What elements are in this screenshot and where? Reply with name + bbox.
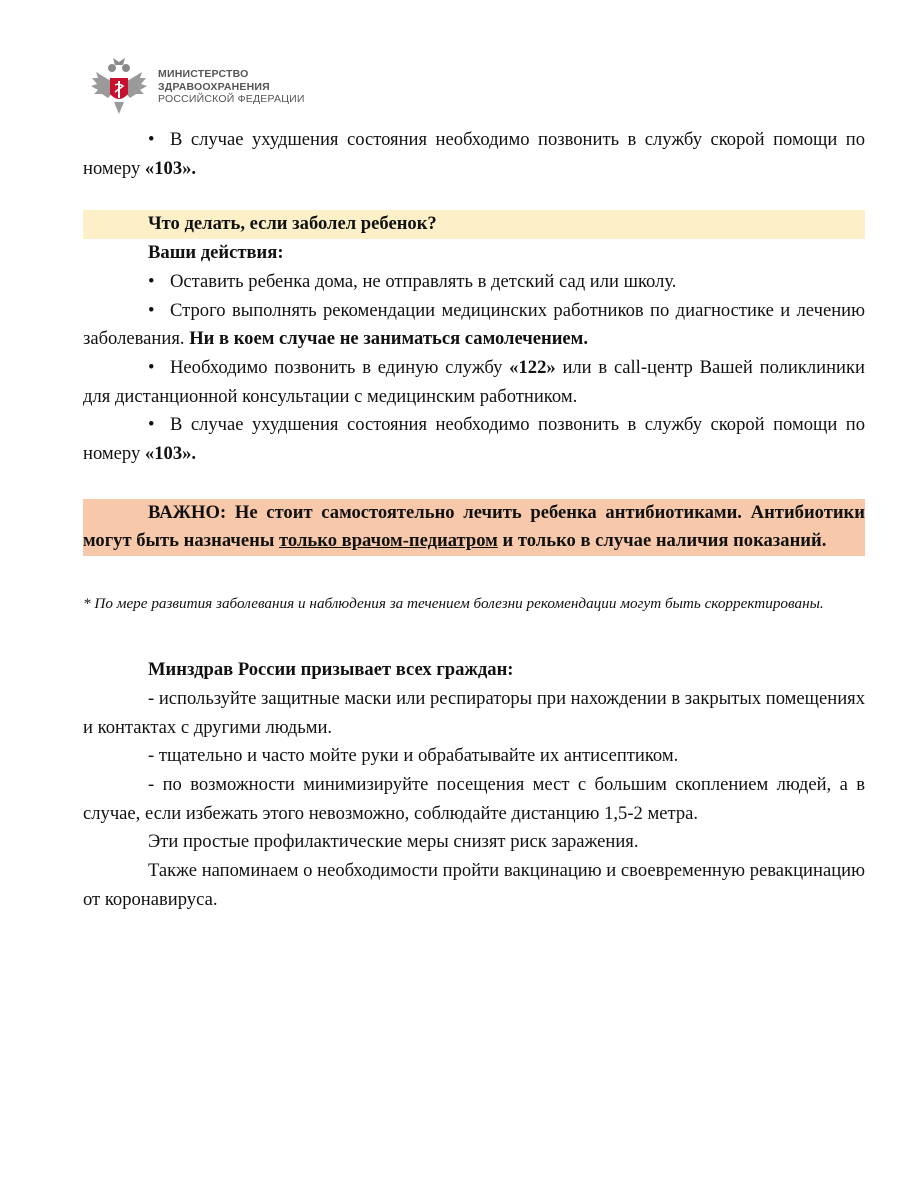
- actions-label: Ваши действия:: [148, 242, 284, 264]
- list-item: • Строго выполнять рекомендации медицинских работников по диагностике и лечению заболевания. Ни в коем случае не заниматься самолечением.: [83, 297, 865, 354]
- ministry-line-1: МИНИСТЕРСТВО: [158, 68, 249, 80]
- document-body: [83, 126, 865, 914]
- double-headed-eagle-emblem-icon: [88, 56, 150, 118]
- appeal-line: Также напоминаем о необходимости пройти вакцинацию и своевременную ревакцинацию от коронавируса.: [83, 860, 865, 910]
- ministry-name: [158, 68, 305, 106]
- appeal-line: - по возможности минимизируйте посещения мест с большим скоплением людей, а в случае, если избежать этого невозможно, соблюдайте дистанцию 1,5-2 метра.: [83, 773, 865, 824]
- ministry-line-2: ЗДРАВООХРАНЕНИЯ: [158, 80, 270, 93]
- list-item: • В случае ухудшения состояния необходимо позвонить в службу скорой помощи по номеру «103».: [83, 126, 865, 183]
- ministry-line-3: РОССИЙСКОЙ ФЕДЕРАЦИИ: [158, 93, 305, 106]
- list-item: • Оставить ребенка дома, не отправлять в детский сад или школу.: [83, 268, 865, 297]
- bullet-icon: •: [148, 299, 155, 321]
- bullet-icon: •: [148, 129, 155, 150]
- bullet-icon: •: [148, 356, 155, 378]
- appeal-line: - используйте защитные маски или респираторы при нахождении в закрытых помещениях и контактах с другими людьми.: [83, 687, 866, 738]
- section-heading: Что делать, если заболел ребенок?: [83, 210, 865, 239]
- appeal-line: Эти простые профилактические меры снизят риск заражения.: [148, 831, 639, 853]
- appeal-heading: Минздрав России призывает всех граждан:: [148, 659, 514, 681]
- underlined-text: только врачом-педиатром: [279, 530, 498, 552]
- warning-box: ВАЖНО: Не стоит самостоятельно лечить ребенка антибиотиками. Антибиотики могут быть назначены только врачом-педиатром и только в случае наличия показаний.: [83, 499, 865, 556]
- bullet-icon: •: [148, 414, 155, 436]
- footnote: * По мере развития заболевания и наблюдения за течением болезни рекомендации могут быть скорректированы.: [83, 595, 824, 613]
- list-item: • В случае ухудшения состояния необходимо позвонить в службу скорой помощи по номеру «103».: [83, 411, 865, 468]
- list-item: • Необходимо позвонить в единую службу «122» или в call-центр Вашей поликлиники для дистанционной консультации с медицинским работником.: [83, 354, 865, 411]
- appeal-line: - тщательно и часто мойте руки и обрабатывайте их антисептиком.: [148, 745, 679, 767]
- ministry-header: [88, 56, 388, 118]
- bullet-icon: •: [148, 270, 155, 292]
